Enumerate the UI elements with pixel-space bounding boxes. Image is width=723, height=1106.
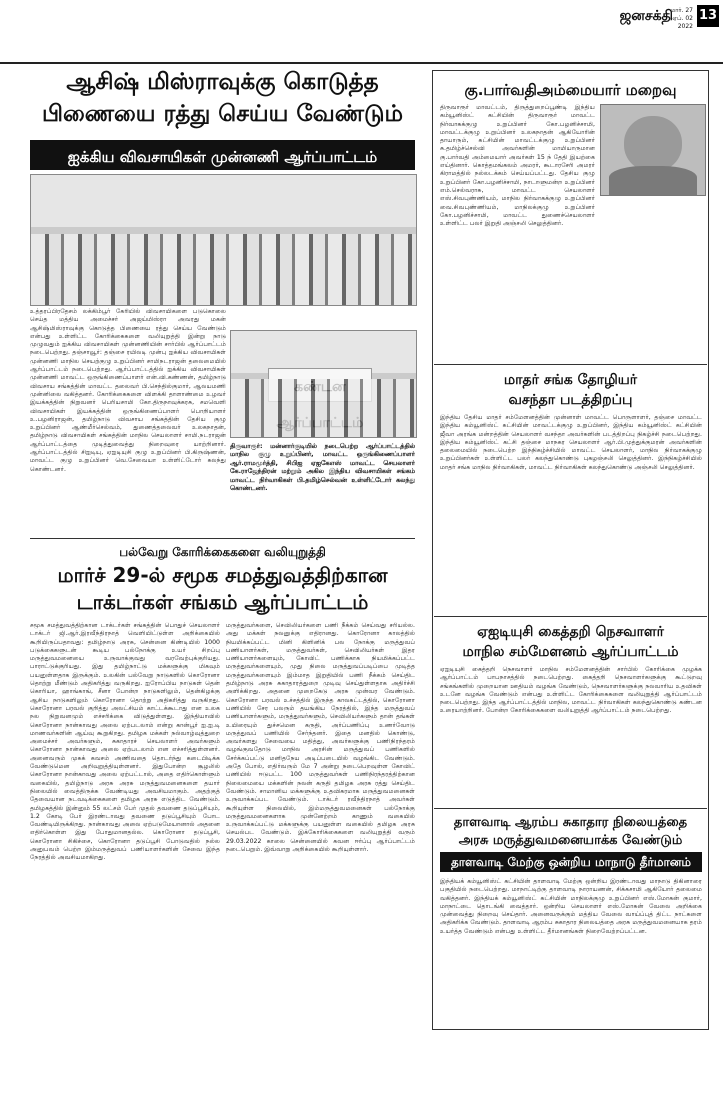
union-body: இந்திய தேசிய மாதர் சம்மேளனத்தின் முன்னாள் மாவட்ட பொருளாளர், தஞ்சை மாவட்ட இந்திய கம்யூனிஸ்ட் கட்சியின் மாவட்டக்குழு உறுப்பினர், இந்திய கம்யூனிஸ்ட் கட்சியின் ஜீவா அரங்க மன்றத்தின் செயலாளர் வசந்தா அவர்களின் படத்திறப்பு நிகழ்ச்சி நடைபெற்றது. இந்திய கம்யூனிஸ்ட் கட்சி தஞ்சை மாநகர செயலாளர் ஆர்.பி.முத்துக்குமரன் அவர்களின் தலைமையில் நடைபெற்ற இந்நிகழ்ச்சியில் மாவட்ட செயலாளர், மாநில நிர்வாகக்குழு உறுப்பினர்கள் உள்ளிட்ட பலர் கலந்துகொண்டு புகழஞ்சலி செலுத்தினர். இந்நிகழ்ச்சியில் மாதர் சங்க மாநில நிர்வாகிகள், மாவட்ட நிர்வாகிகள் கலந்துகொண்டு அஞ்சலி செலுத்தினர். [440,414,702,471]
divider [434,616,707,617]
divider [434,808,707,809]
title-line: தாளவாடி ஆரம்ப சுகாதார நிலையத்தை [453,815,688,830]
article1-headline [30,66,415,130]
title-line: மாதர் சங்க தோழியர் [503,372,638,388]
article1-banner: ஐக்கிய விவசாயிகள் முன்னணி ஆர்ப்பாட்டம் [30,140,415,170]
title-line: அரசு மருத்துவமனையாக்க வேண்டும் [458,833,683,848]
publication-name: ஜனசக்தி [619,8,673,24]
date-line: ஏப். 02 [672,15,693,22]
obit-title: கு.பார்வதிஅம்மையார் மறைவு [464,81,677,99]
title-line: வசந்தா படத்திறப்பு [508,392,633,408]
headline-line: மார்ச் 29-ல் சமூக சமத்துவத்திற்கான [57,563,388,587]
aituc-title [438,622,703,662]
headline-line: ஆசிஷ் மிஸ்ராவுக்கு கொடுத்த [66,69,379,95]
portrait-cloth [609,166,696,195]
photo-caption: திருவாரூர்: மன்னார்குடியில் நடைபெற்ற ஆர்ப்பாட்டத்தில் மாநில குழு உறுப்பினர், மாவட்ட ஒருங்கிணைப்பாளர் ஆர்.ராமமூர்த்தி, சிபிஐ ஏஐகேஎஸ் மாவட்ட செயலாளர் கே.ராஜேந்திரன் மற்றும் அகில இந்திய விவசாயிகள் சங்கம் மாவட்ட நிர்வாகிகள் பி.தமிழ்செல்வன் உள்ளிட்டோர் கலந்து கொண்டனர். [230,442,415,493]
health-title [438,814,703,850]
headline-line: பிணையை ரத்து செய்ய வேண்டும் [41,101,404,127]
protest-photo-2 [230,330,417,438]
headline-line: டாக்டர்கள் சங்கம் ஆர்ப்பாட்டம் [76,590,369,614]
divider [30,538,415,539]
photo-crowd [31,234,416,306]
article2-headline [30,562,415,616]
photo-background [231,331,416,373]
health-body: இந்தியக் கம்யூனிஸ்ட் கட்சியின் தாளவாடி மேற்கு ஒன்றிய இரண்டாவது மாநாடு திகினாரை பகுதியில் நடைபெற்றது. மாநாட்டிற்கு தாளவாடி நாராயணன், சிக்கசாமி ஆகியோர் தலைமை வகித்தனர். இந்தியக் கம்யூனிஸ்ட் கட்சியின் மாநிலக்குழு உறுப்பினர் எஸ்.மோகன் குமார், மாநாட்டை தொடங்கி வைத்தார். ஒன்றிய செயலாளர் எஸ்.மோகன் வேலை அறிக்கை முன்வைத்து நிறைவு செய்தார். அனைவருக்கும் மத்திய வேலை வாய்ப்புத் திட்ட நாட்களை அதிகரிக்க வேண்டும். தாளவாடி ஆரம்ப சுகாதார நிலையத்தை அரசு மருத்துவமனையாக தரம் உயர்த்த வேண்டும் என்பது உள்ளிட்ட தீர்மானங்கள் நிறைவேற்றப்பட்டன. [440,878,702,935]
article2-col1: சமூக சமத்துவத்திற்கான டாக்டர்கள் சங்கத்தின் பொதுச் செயலாளர் டாக்டர் ஜி.ஆர்.இரவீந்திரநாத் வெளியிட்டுள்ள அறிக்கையில் கூறியிருப்பதாவது: தமிழ்நாடு அரசு, சென்னை கிண்டியில் 1000 படுக்கைகளுடன் கூடிய பல்நோக்கு உயர் சிறப்பு மருத்துவமனையை உருவாக்குவது வரவேற்புக்குரியது. பாராட்டுக்குரியது. இது தமிழ்நாட்டு மக்களுக்கு மிகவும் பயனுள்ளதாக இருக்கும். உலகின் பல்வேறு நாடுகளில் கொரோனா தொற்று மீண்டும் அதிகரித்து வருகிறது. ஐரோப்பிய நாடுகள் தென் கொரியா, ஹாங்காங், சீனா போன்ற நாடுகளிலும், தென்கிழக்கு ஆசிய நாடுகளிலும் கொரோனா தொற்று அதிகரித்து வருகிறது. கொரோனா பரவல் குறித்து அலட்சியம் காட்டக்கூடாது என உலக நல நிறுவனமும் எச்சரிக்கை விடுத்துள்ளது. இந்தியாவில் கொரோனா நான்காவது அலை ஏற்படலாம் என்று கான்பூர் ஐ.ஐ.டி மாணவர்களின் ஆய்வு கூறுகிறது. தமிழக மக்கள் நல்வாழ்வுத்துறை அமைச்சர் அவர்களும், சுகாதாரச் செயலாளர் அவர்களும் கொரோனா நான்காவது அலை ஏற்படலாம் என எச்சரித்துள்ளனர். அனைவரும் முகக் கவசம் அணிவதை தொடர்ந்து கடைபிடிக்க வேண்டுமென அறிவுறுத்தியுள்ளனர். இதுபோன்ற சூழலில் கொரோனா நான்காவது அலை ஏற்பட்டால், அதை எதிர்கொள்ளும் வகையில், தமிழ்நாடு அரசு அரசு மருத்துவமனைகளை தயார் நிலையில் வைத்திருக்க வேண்டியது அவசியமாகும். அதற்குத் தேவையான நடவடிக்கைகளை தமிழக அரசு எடுத்திட வேண்டும். தமிழகத்தில் இன்னும் 55 லட்சம் பேர் முதல் தவணை தடுப்பூசியும், 1.2 கோடி பேர் இரண்டாவது தவணை தடுப்பூசியும் போட வேண்டியிருக்கிறது. நான்காவது அலை ஏற்படுமேயானால் அதனை எதிர்கொள்ள இது போதுமானதல்ல. கொரோனா தடுப்பூசி, கொரோனா சிகிச்சை, கொரோனா தடுப்பூசி போடுவதில் நல்ல அனுபவம் பெற்ற இம்மருத்துவப் பணியாளர்களின் சேவை இந்த நேரத்தில் அவசியமாகிறது. [30,622,220,862]
divider [434,364,707,365]
date-line: 2022 [677,23,693,30]
issue-date [665,7,693,31]
article1-body: உத்தரப்பிரதேசம் லக்கிம்பூர் கேரியில் விவசாயிகளை படுகொலை செய்த மத்திய அமைச்சர் அஜய்மிஸ்ரா அவரது மகன் ஆசிஷ்மிஸ்ராவுக்கு கொடுத்த பிணையை ரத்து செய்ய வேண்டும் என்பது உள்ளிட்ட கோரிக்கைகளை வலியுறுத்தி இன்று நாடு முழுவதும் ஐக்கிய விவசாயிகள் முன்னணியின் சார்பில் ஆர்ப்பாட்டம் நடைபெற்றது. தஞ்சாவூர்: தஞ்சை ரயிலடி முன்பு ஐக்கிய விவசாயிகள் முன்னணி மாநில செயற்குழு உறுப்பினர் சாமிநடராஜன் தலைமையில் ஆர்ப்பாட்டம் நடைபெற்றது. ஆர்ப்பாட்டத்தில் ஐக்கிய விவசாயிகள் முன்னணி மாவட்ட ஒருங்கிணைப்பாளர் என்.வி.கண்ணன், தமிழ்நாடு விவசாய சங்கத்தின் மாவட்ட தலைவர் பி.செந்தில்குமார், ஆலயமணி முன்னிலை வகித்தனர். கோரிக்கைகளை விளக்கி தாளாண்மை உழவர் இயக்கத்தின் நிறுவனர் பெரியசாமி கோ.திருநாவுக்கரசு, சமவெளி விவசாயிகள் இயக்கத்தின் ஒருங்கிணைப்பாளர் பொறியாளர் உ.பழனிராஜன், தமிழ்நாடு விவசாய சங்கத்தின் தேசிய குழு உறுப்பினர் ஆண்மீர்செல்வம், துணைத்தலைவர் உலகநாதன், தமிழ்நாடு விவசாயிகள் சங்கத்தின் மாநில செயலாளர் சாமி.நடராஜன் ஆர்ப்பாட்டத்தை முடித்துவைத்து நிறைவுரை யாற்றினார். ஆர்ப்பாட்டத்தில் சிஐடியு, ஏஐடியுசி குழு உறுப்பினர் பி.கிருஷ்ணன், மாவட்ட குழு உறுப்பினர் வெ.சேவையா உள்ளிட்டோர் கலந்து கொண்டனர். [30,308,226,473]
photo-crowd [231,379,416,437]
union-title [438,370,703,410]
protest-photo-1 [30,174,417,306]
portrait-face [624,116,682,172]
obit-body: திருவாரூர் மாவட்டம், திருத்துறைப்பூண்டி இந்திய கம்யூனிஸ்ட் கட்சியின் திருவாரூர் மாவட்ட நிர்வாகக்குழு உறுப்பினர் கோ.பழனிச்சாமி, மாவட்டக்குழு உறுப்பினர் உலகநாதன் ஆகியோரின் தாயாரும், கட்சியின் மாவட்டக்குழு உறுப்பினர் சு.தமிழ்ச்செல்வி அவர்களின் மாமியாருமான கு.பார்வதி அம்மையார் அவர்கள் 15 ந் தேதி இயற்கை எய்தினார். கொத்தமங்கலம் அமரர், கூடாரசேரி அமரர் கிராமத்தில் நல்லடக்கம் செய்யப்பட்டது. தேசிய குழு உறுப்பினர் கோ.பழனிச்சாமி, நாடாளுமன்ற உறுப்பினர் எம்.செல்வராசு, மாவட்ட செயலாளர் எஸ்.சிவபுண்ணியம், மாநில நிர்வாகக்குழு உறுப்பினர் வை.சிவபுண்ணியம், மாநிலக்குழு உறுப்பினர் கோ.பழனிச்சாமி, மாவட்ட துணைச்செயலாளர் உள்ளிட்ட பலர் இறுதி அஞ்சலி செலுத்தினர். [440,104,595,228]
health-band: தாளவாடி மேற்கு ஒன்றிய மாநாடு தீர்மானம் [440,852,702,872]
aituc-body: ஏஐடியுசி கைத்தறி நெசவாளர் மாநில சம்மேளனத்தின் சார்பில் கோரிக்கை முழக்க ஆர்ப்பாட்டம் பாபநாசத்தில் நடைபெற்றது. கைத்தறி நெசவாளர்களுக்கு கூட்டுறவு சங்கங்களில் முறையான ஊதியம் வழங்க வேண்டும், நெசவாளர்களுக்கு நலவாரிய உதவிகள் உடனே வழங்க வேண்டும் என்பது உள்ளிட்ட கோரிக்கைகளை வலியுறுத்தி ஆர்ப்பாட்டம் நடைபெற்றது. இந்த ஆர்ப்பாட்டத்தில் மாநில, மாவட்ட நிர்வாகிகள் கலந்துகொண்டு கண்டன உரையாற்றினர். போன்ற கோரிக்கைகளை வலியுறுத்தி ஆர்ப்பாட்டம் நடைபெற்றது. [440,666,702,715]
page-number: 13 [697,5,719,27]
masthead [0,0,723,64]
article2-kicker: பல்வேறு கோரிக்கைகளை வலியுறுத்தி [119,545,326,559]
obituary-photo [600,104,706,196]
date-line: மார். 27 [670,7,693,14]
photo-background [31,175,416,227]
title-line: ஏஐடியுசி கைத்தறி நெசவாளர் [477,624,664,640]
title-line: மாநில சம்மேளனம் ஆர்ப்பாட்டம் [462,644,679,660]
article2-col2: மருத்துவர்களை, செவிலியர்களை பணி நீக்கம் செய்வது சரியல்ல. அது மக்கள் நலனுக்கு எதிரானது. கொரோனா காலத்தில் நியமிக்கப்பட்ட மினி கிளினிக் பல நோக்கு மருத்துவப் பணியாளர்கள், மருத்துவர்கள், செவிலியர்கள் இதர பணியாளர்களையும், கோவிட் பணிக்காக நியமிக்கப்பட்ட மருத்துவர்களையும், முது நிலை மருத்துவப்படிப்பை முடித்த மருத்துவர்களையும் இம்மாத இறுதியில் பணி நீக்கம் செய்திட தமிழ்நாடு அரசு சுகாதாரத்துறை முடிவு செய்துள்ளதாக அதிர்ச்சி அளிக்கிறது. அதனை முறைகேடு அரசு முன்வர வேண்டும். கொரோனா பரவல் உச்சத்தில் இருந்த காலகட்டத்தில், கொரோனா பணியில் சேர பலரும் தயங்கிய நேரத்தில், இந்த மருத்துவப் பணியாளர்களும், மருத்துவர்களும், செவிலியர்களும் தான் தங்கள் உயிரையும் துச்சமென கருதி, அர்ப்பணிப்பு உணர்வோடு மருத்துவப் பணியில் சேர்ந்தனர். இதை மனதில் கொண்டு, அவர்களது சேவையை மதித்து, அவர்களுக்கு பணிநிரந்தரம் வழங்குவதோடு மாநில அரசின் மருத்துவப் பணிகளில் சேர்க்கப்பட்டு மனிதநேய அடிப்படையில் வழங்கிட வேண்டும். அதே போல், எதிர்வரும் மே 7 அன்று நடைபெறவுள்ள கோவிட் பணியில் ஈடுபட்ட 100 மருத்துவர்கள் பணிநிரந்தரத்திற்கான நிலைமையை மக்களின் நலன் கருதி தமிழக அரசு ரத்து செய்திட வேண்டும். சாமானிய மக்களுக்கு உதவிகரமாக மருத்துவமனைகள் உருவாக்கப்பட வேண்டும். டாக்டர் ரவீந்திரநாத் அவர்கள் கூறியுள்ள நிலையில், இம்மருத்துவமனைகள் பல்நோக்கு மருத்துவமனைகளாக முன்னேற்றம் காணும் வகையில் உருவாக்கப்பட்டு மக்களுக்கு பயனுள்ள வகையில் தமிழக அரசு செயல்பட வேண்டும். இக்கோரிக்கைகளை வலியுறுத்தி வரும் 29.03.2022 காலை சென்னையில் கவன ஈர்ப்பு ஆர்ப்பாட்டம் நடைபெறும். இவ்வாறு அறிக்கையில் கூறியுள்ளார். [226,622,415,854]
